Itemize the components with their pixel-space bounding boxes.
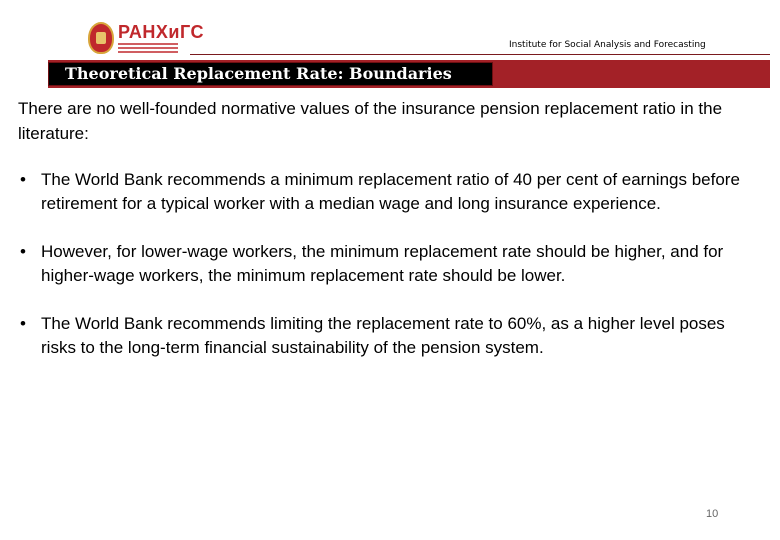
bullet-text: The World Bank recommends a minimum replacement ratio of 40 per cent of earnings before retirement for a typical worker with a median wage and long insurance experience.	[41, 170, 740, 213]
header-divider	[190, 54, 770, 55]
logo-subtitle-lines	[118, 43, 178, 55]
bullet-item	[18, 240, 748, 288]
bullet-item	[18, 168, 748, 216]
ranepa-logo	[88, 22, 204, 56]
bullet-text: The World Bank recommends limiting the replacement rate to 60%, as a higher level poses risks to the long-term financial sustainability of the pension system.	[41, 314, 725, 357]
bullet-text: However, for lower-wage workers, the minimum replacement rate should be higher, and for higher-wage workers, the minimum replacement rate should be lower.	[41, 242, 724, 285]
organization-name: Institute for Social Analysis and Forecasting	[509, 40, 706, 50]
page-number: 10	[706, 508, 719, 520]
intro-paragraph: There are no well-founded normative values of the insurance pension replacement ratio in the literature:	[18, 99, 723, 143]
bullet-marker: •	[20, 314, 26, 333]
bullet-list	[18, 168, 748, 384]
logo-wordmark: РАНХиГС	[118, 22, 204, 42]
bullet-marker: •	[20, 170, 26, 189]
slide-title: Theoretical Replacement Rate: Boundaries	[65, 64, 452, 83]
bullet-item	[18, 312, 748, 360]
bullet-marker: •	[20, 242, 26, 261]
ranepa-emblem-icon	[88, 22, 114, 54]
